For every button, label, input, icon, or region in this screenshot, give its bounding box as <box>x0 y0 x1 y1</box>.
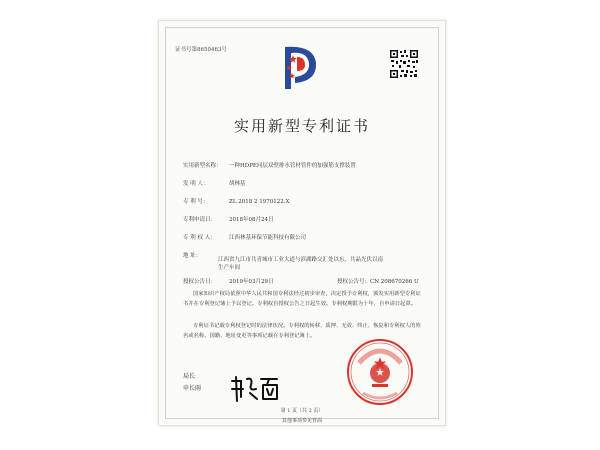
field-publication <box>183 277 419 285</box>
field-patentee <box>183 233 306 241</box>
director-title: 局长 <box>183 373 196 380</box>
field-value: 江西林基环保节能科技有限公司 <box>229 235 307 241</box>
director-signature <box>229 373 281 403</box>
field-value: 2019年03月29日 <box>229 279 274 285</box>
field-value: 胡林基 <box>229 181 246 187</box>
field-patent-number <box>183 197 289 205</box>
body-paragraph-1: 国家知识产权局依照中华人民共和国专利法经过初步审查，决定授予专利权，颁发实用新型专利证书并在专利登记簿上予以登记。专利权自授权公告之日起生效。专利权期限为十年，自申请日起算。 <box>183 291 421 307</box>
official-seal <box>345 337 415 407</box>
body-paragraph-2: 专利证书记载专利权登记时的法律状况。专利权的转移、质押、无效、终止、恢复和专利权人的姓名或名称、国籍、地址变更等事项记载在专利登记簿上。 <box>183 323 421 339</box>
certificate-title: 实用新型专利证书 <box>233 117 370 135</box>
patent-office-logo <box>277 43 325 95</box>
field-value: ZL 2018 2 1970122.X <box>229 199 290 205</box>
field-label: 实用新型名称： <box>183 163 222 169</box>
field-utility-name <box>183 161 356 169</box>
publication-number-value: CN 208670266 U <box>370 279 419 285</box>
footer-note: 其他事项参见背面 <box>281 418 322 424</box>
field-label: 发 明 人： <box>183 181 209 187</box>
field-label: 专 利 权 人： <box>183 235 216 241</box>
publication-number-label: 授权公告号： <box>337 279 371 285</box>
page-indicator: 第 1 页（共 2 页） <box>280 408 324 414</box>
field-value: 2018年08月24日 <box>229 217 274 223</box>
field-value: 一种HDPE同层双壁排水管材管件的加强筋支撑装置 <box>229 163 356 169</box>
field-label: 专利申请日： <box>183 217 217 223</box>
field-application-date <box>183 215 274 223</box>
qr-code <box>389 49 419 79</box>
field-label: 授权公告日： <box>183 279 217 285</box>
field-inventor <box>183 179 246 187</box>
address-text: 江西省九江市共青城市工业大道与滨湖路交汇处以东、共晶光伏以南生产车间 <box>218 257 384 271</box>
field-label: 地 址： <box>183 253 202 259</box>
patent-certificate <box>158 20 446 426</box>
certificate-number: 证书号第8650463号 <box>175 47 227 53</box>
director-name: 申长雨 <box>183 385 202 392</box>
field-label: 专 利 号： <box>183 199 209 205</box>
